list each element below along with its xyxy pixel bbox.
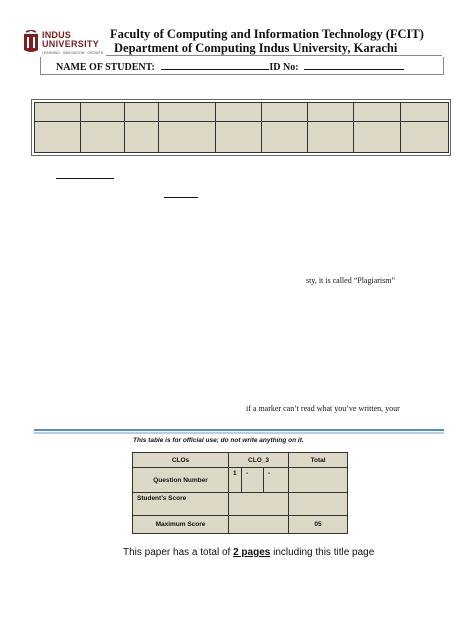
grid-cell xyxy=(81,122,125,153)
grid-cell xyxy=(125,103,159,122)
separator-band-light xyxy=(34,432,444,434)
question-number-label: Question Number xyxy=(133,468,229,493)
clos-header: CLOs xyxy=(133,453,229,468)
student-score-total xyxy=(289,493,348,516)
grid-cell xyxy=(354,122,401,153)
student-id-blank[interactable] xyxy=(304,60,404,70)
max-score-total: 05 xyxy=(289,516,348,534)
underline-mark xyxy=(164,197,198,198)
question-cell-1: 1 xyxy=(229,468,242,493)
student-score-cell xyxy=(229,493,289,516)
university-logo xyxy=(22,26,102,58)
header-rule xyxy=(106,55,442,56)
max-score-cell xyxy=(229,516,289,534)
grid-cell xyxy=(216,122,262,153)
marks-grid xyxy=(34,102,449,153)
text-fragment-marker: if a marker can’t read what you’ve written, your xyxy=(246,404,400,413)
grid-cell xyxy=(81,103,125,122)
university-crest-icon xyxy=(22,30,40,54)
student-name-label: NAME OF STUDENT: xyxy=(56,62,155,73)
question-cell-3: - xyxy=(264,468,289,493)
logo-text-line2: UNIVERSITY xyxy=(42,39,100,49)
logo-tagline: LEARNING · INNOVATION · GROWTH xyxy=(42,51,104,55)
grid-cell xyxy=(308,122,354,153)
clo3-header: CLO_3 xyxy=(229,453,289,468)
grid-cell xyxy=(159,122,216,153)
department-title: Department of Computing Indus University, Karachi xyxy=(114,41,398,55)
page-count-prefix: This paper has a total of xyxy=(123,547,231,558)
page-count-value: 2 pages xyxy=(233,547,271,558)
grid-cell xyxy=(125,122,159,153)
page-count-note xyxy=(123,547,374,558)
faculty-title: Faculty of Computing and Information Technology (FCIT) xyxy=(110,27,424,41)
question-cell-2: - xyxy=(242,468,264,493)
clo-score-table xyxy=(132,452,348,534)
grid-cell xyxy=(308,103,354,122)
grid-cell xyxy=(401,103,449,122)
total-header: Total xyxy=(289,453,348,468)
grid-cell xyxy=(35,122,81,153)
question-total-cell xyxy=(289,468,348,493)
grid-cell xyxy=(262,122,308,153)
student-score-label: Student’s Score xyxy=(133,493,229,516)
underline-mark xyxy=(56,178,114,179)
logo-text-line1: INDUS xyxy=(42,30,72,40)
grid-cell xyxy=(262,103,308,122)
official-use-note: This table is for official use; do not write anything on it. xyxy=(133,437,304,444)
grid-cell xyxy=(401,122,449,153)
grid-cell xyxy=(216,103,262,122)
student-id-label: ID No: xyxy=(269,62,299,73)
grid-cell xyxy=(159,103,216,122)
page-count-suffix: including this title page xyxy=(273,547,375,558)
student-name-blank[interactable] xyxy=(161,60,269,70)
separator-band xyxy=(34,429,444,431)
grid-cell xyxy=(354,103,401,122)
student-info-row xyxy=(56,60,404,73)
max-score-label: Maximum Score xyxy=(133,516,229,534)
text-fragment-plagiarism: sty, it is called “Plagiarism” xyxy=(306,276,396,285)
grid-cell xyxy=(35,103,81,122)
